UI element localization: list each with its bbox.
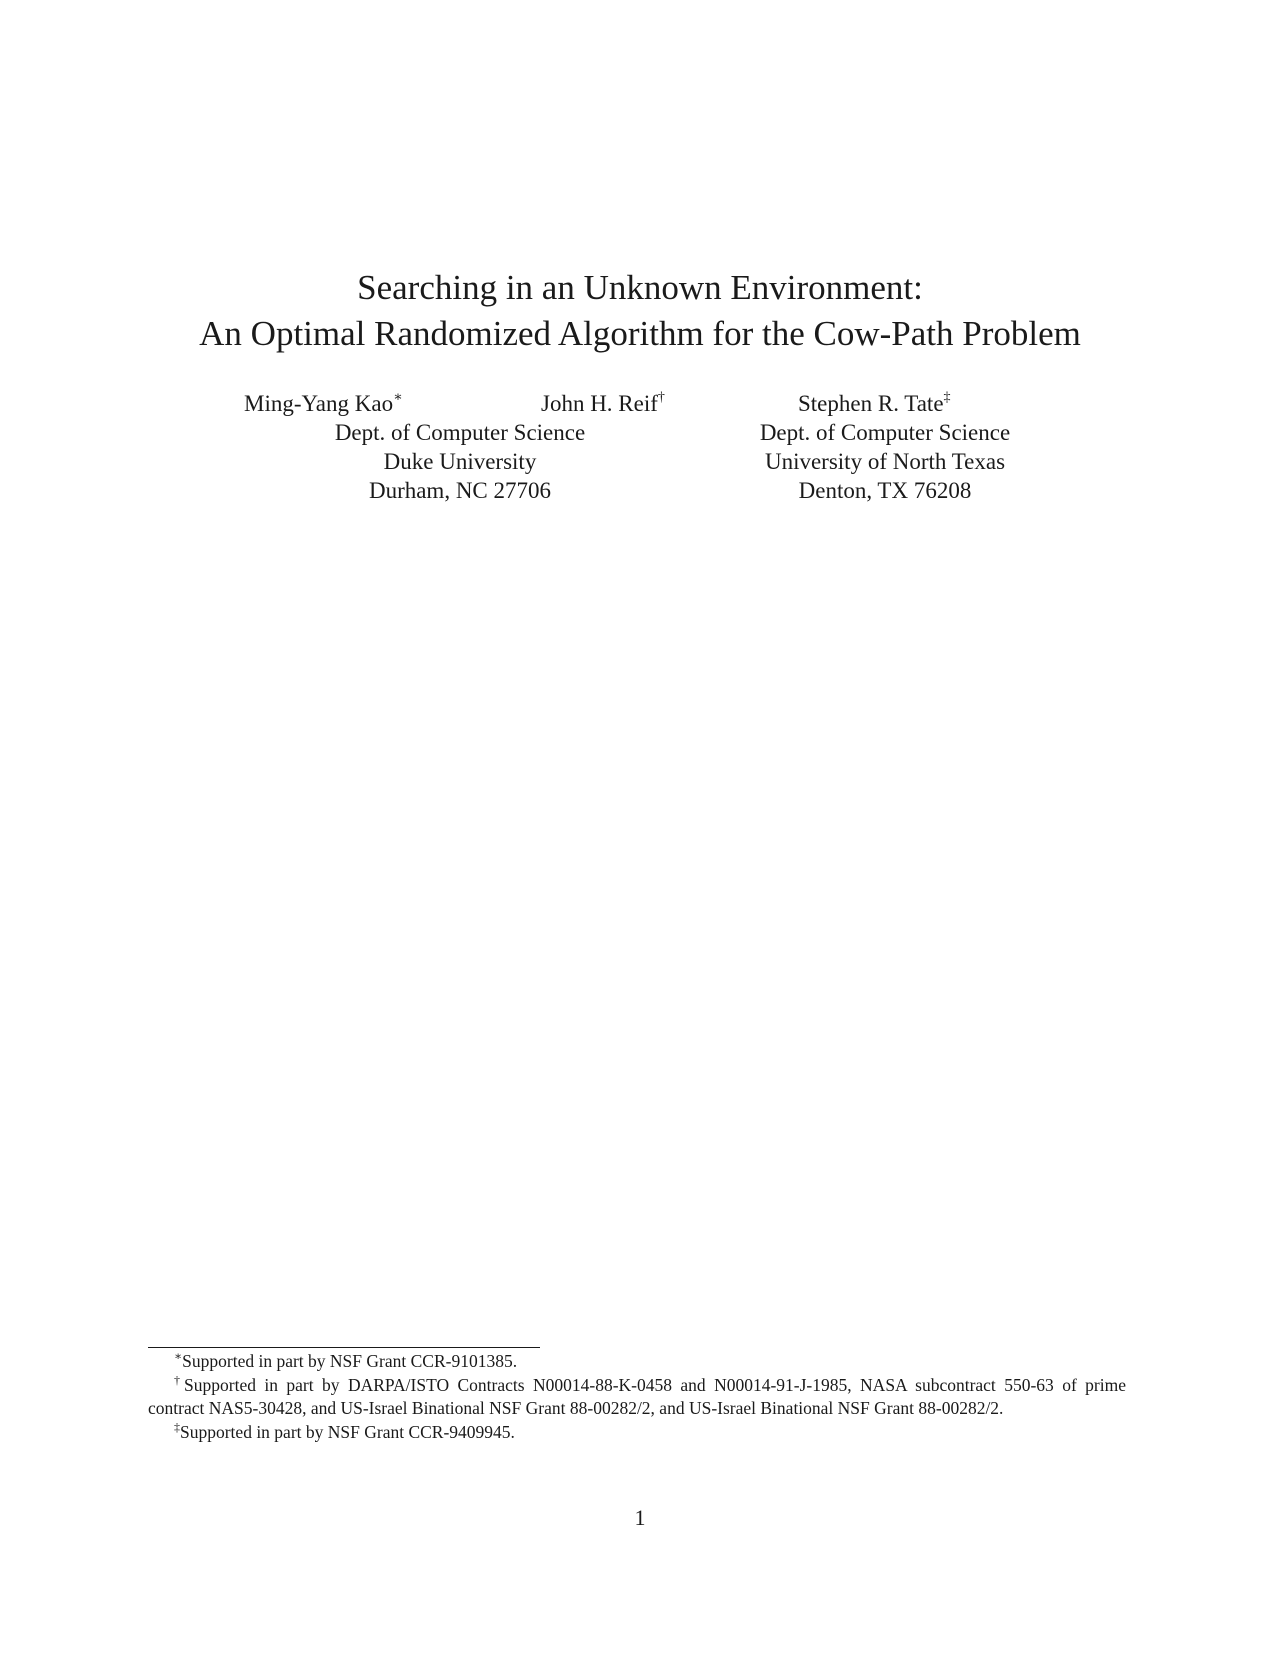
footnote-3	[148, 1421, 1126, 1445]
author-reif	[541, 389, 665, 418]
title-line-2: An Optimal Randomized Algorithm for the Cow-Path Problem	[199, 314, 1081, 353]
affiliation-address: Denton, TX 76208	[798, 478, 972, 503]
author-kao	[244, 389, 403, 418]
affiliation-address: Durham, NC 27706	[368, 478, 552, 503]
title-line-1: Searching in an Unknown Environment:	[357, 268, 923, 307]
footnote-mark: ‡	[174, 1419, 180, 1434]
author-footnote-mark: †	[657, 390, 665, 406]
footnote-1	[148, 1350, 1126, 1374]
footnote-rule	[148, 1347, 540, 1348]
affiliation-dept: Dept. of Computer Science	[759, 420, 1011, 445]
footnotes	[148, 1350, 1126, 1444]
author-footnote-mark: ‡	[943, 390, 951, 406]
footnote-2	[148, 1374, 1126, 1421]
affiliation-institution: Duke University	[383, 449, 537, 474]
author-name: Stephen R. Tate	[798, 391, 944, 416]
affiliation-unt	[725, 418, 1045, 505]
footnote-mark: ∗	[174, 1349, 183, 1364]
footnote-text: Supported in part by NSF Grant CCR-9101385.	[182, 1351, 518, 1371]
author-name: Ming-Yang Kao	[244, 391, 394, 416]
footnote-text: Supported in part by NSF Grant CCR-9409945.	[180, 1421, 515, 1442]
footnote-mark: †	[174, 1372, 185, 1387]
paper-title	[0, 265, 1280, 357]
author-tate	[798, 389, 951, 418]
affiliation-institution: University of North Texas	[764, 449, 1006, 474]
affiliation-dept: Dept. of Computer Science	[334, 420, 586, 445]
affiliation-duke	[300, 418, 620, 505]
footnote-text: Supported in part by DARPA/ISTO Contracts N00014-88-K-0458 and N00014-91-J-1985, NASA subcontract 550-63 of prime contract NAS5-30428, and US-Israel Binational NSF Grant 88-00282/2, and US-Israel Binational NSF Grant 88-00282/2.	[148, 1374, 1126, 1418]
page-number: 1	[634, 1505, 646, 1530]
author-name: John H. Reif	[541, 391, 658, 416]
author-footnote-mark: ∗	[393, 390, 403, 406]
